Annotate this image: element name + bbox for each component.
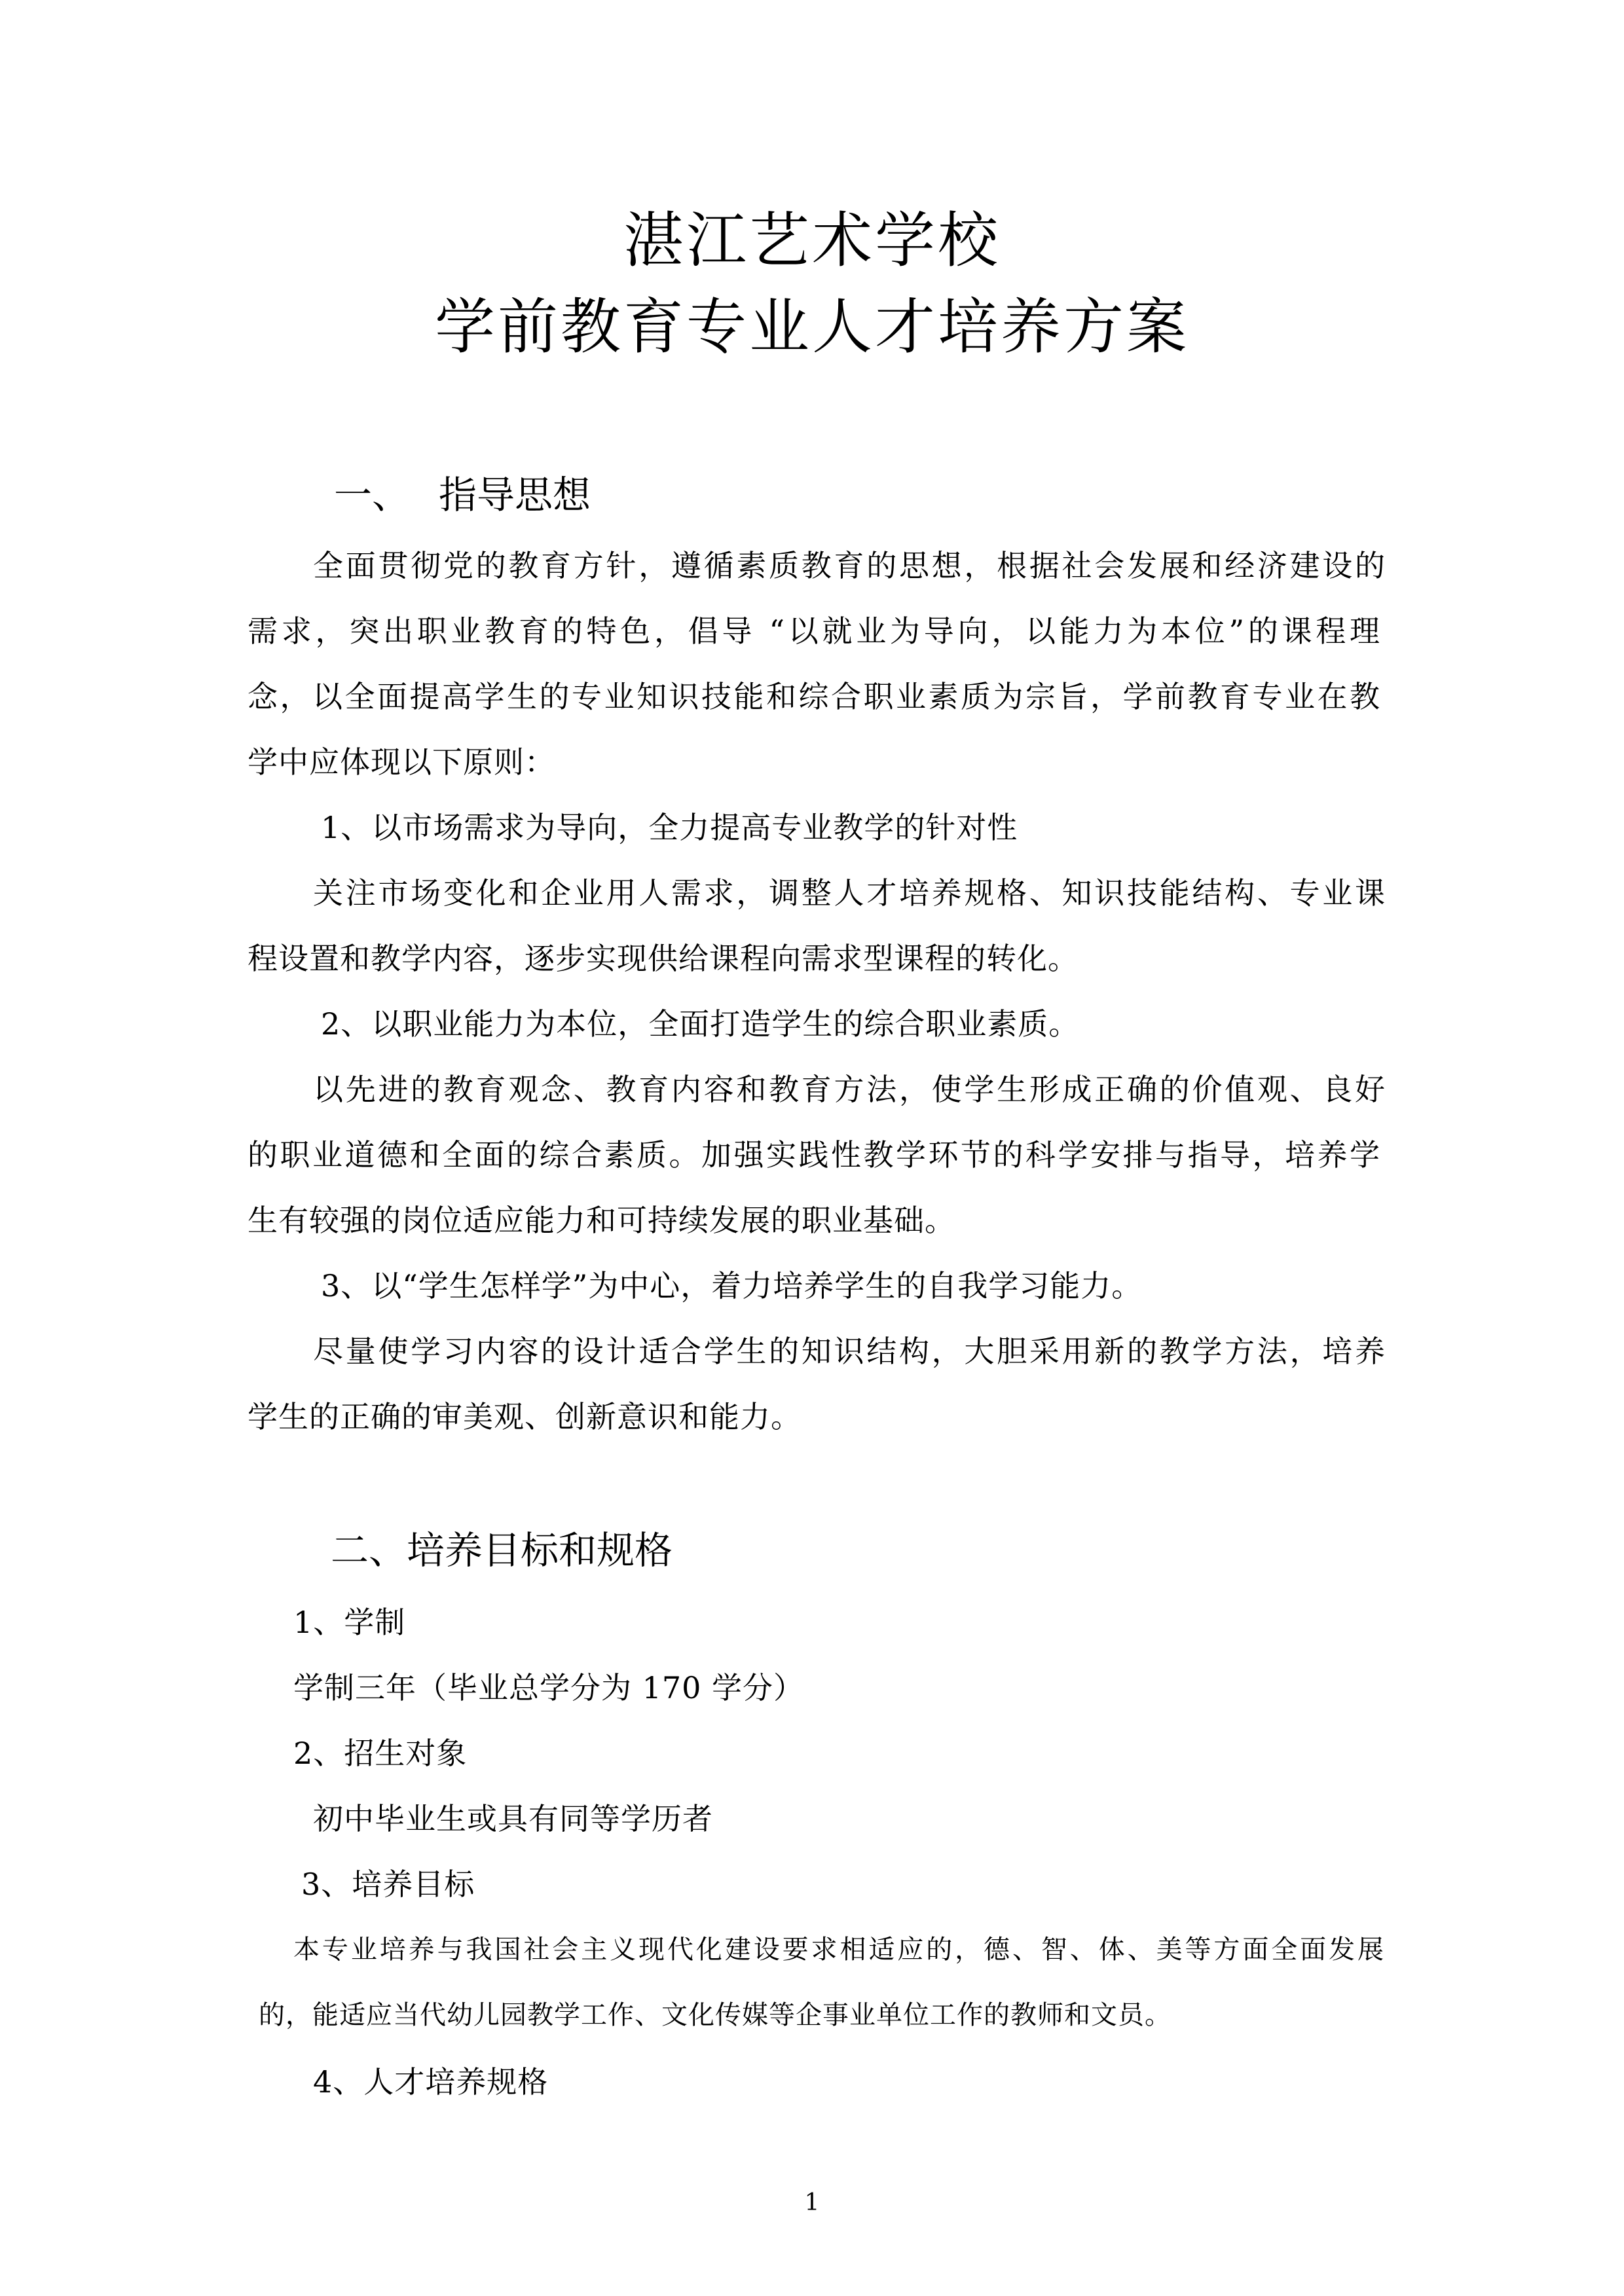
principle-title: 2、以职业能力为本位，全面打造学生的综合职业素质。 [321,1006,1080,1042]
paragraph-line: 程设置和教学内容，逐步实现供给课程向需求型课程的转化。 [248,941,1079,976]
document-title-school: 湛江艺术学校 [623,206,1001,276]
principle-title: 3、以“学生怎样学”为中心，着力培养学生的自我学习能力。 [321,1268,1143,1303]
paragraph-line: 学生的正确的审美观、创新意识和能力。 [248,1399,802,1434]
paragraph-line: 尽量使学习内容的设计适合学生的知识结构，大胆采用新的教学方法，培养 [313,1334,1386,1369]
section1-title: 指导思想 [439,473,591,517]
paragraph-line: 本专业培养与我国社会主义现代化建设要求相适应的，德、智、体、美等方面全面发展 [293,1935,1384,1965]
paragraph-line: 全面贯彻党的教育方针，遵循素质教育的思想，根据社会发展和经济建设的 [313,548,1386,583]
document-title-plan: 学前教育专业人才培养方案 [434,292,1189,362]
section2-heading: 二、培养目标和规格 [331,1528,673,1573]
paragraph-line: 的职业道德和全面的综合素质。加强实践性教学环节的科学安排与指导，培养学 [248,1137,1380,1173]
paragraph-line: 生有较强的岗位适应能力和可持续发展的职业基础。 [248,1203,955,1238]
paragraph-line: 以先进的教育观念、教育内容和教育方法，使学生形成正确的价值观、良好 [313,1072,1386,1107]
paragraph-line: 念，以全面提高学生的专业知识技能和综合职业素质为宗旨，学前教育专业在教 [248,679,1380,714]
item-title: 4、人才培养规格 [313,2064,549,2100]
paragraph-line: 初中毕业生或具有同等学历者 [313,1801,713,1836]
paragraph-line: 学中应体现以下原则： [248,744,555,780]
paragraph-line: 的，能适应当代幼儿园教学工作、文化传媒等企事业单位工作的教师和文员。 [259,2000,1172,2030]
item-title: 1、学制 [293,1605,406,1640]
principle-title: 1、以市场需求为导向，全力提高专业教学的针对性 [321,810,1018,845]
section1-number: 一、 [334,473,411,517]
paragraph-line: 学制三年（毕业总学分为 170 学分） [293,1670,805,1705]
section1-heading [334,469,591,521]
paragraph-line: 需求，突出职业教育的特色，倡导 “以就业为导向，以能力为本位”的课程理 [248,613,1380,649]
item-title: 2、招生对象 [293,1736,468,1771]
page-number: 1 [804,2189,820,2216]
item-title: 3、培养目标 [301,1867,475,1902]
paragraph-line: 关注市场变化和企业用人需求，调整人才培养规格、知识技能结构、专业课 [313,875,1386,911]
